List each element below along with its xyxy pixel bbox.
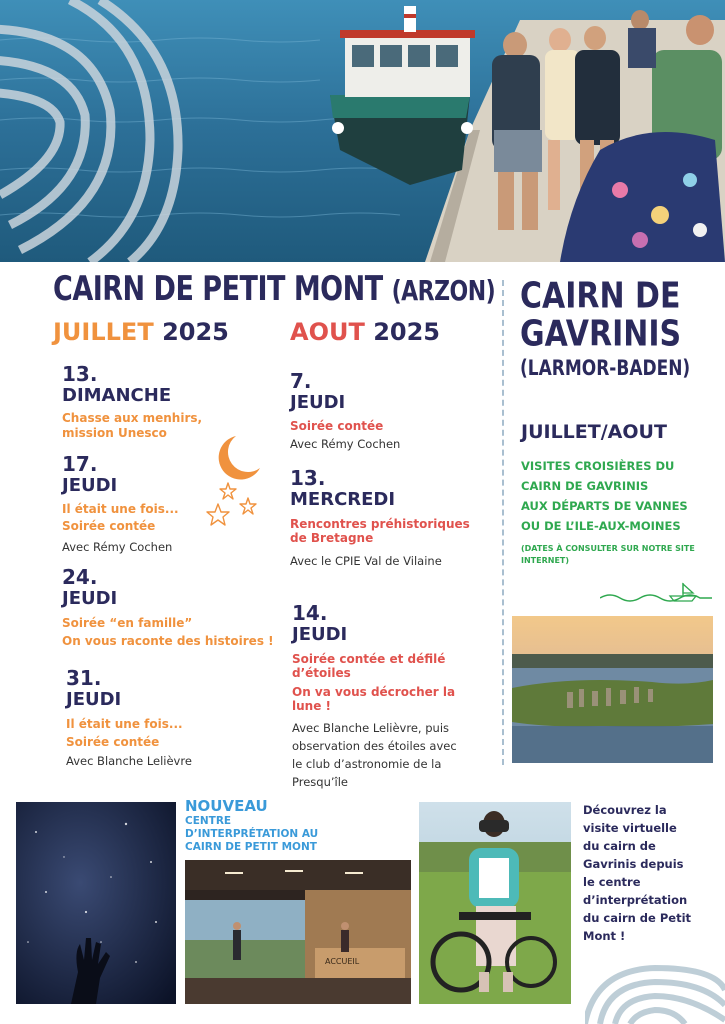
- juillet-heading: [53, 318, 229, 346]
- event-date: 7.: [290, 369, 312, 393]
- petit-mont-title: [53, 270, 495, 309]
- gavrinis-note-line: (DATES À CONSULTER SUR NOTRE SITE: [521, 544, 695, 553]
- event-aout-7: [290, 370, 400, 452]
- gavrinis-note-line: INTERNET): [521, 556, 570, 565]
- petit-mont-title-text: CAIRN DE PETIT MONT: [53, 270, 383, 309]
- event-subtitle: de Bretagne: [290, 531, 374, 545]
- interpretation-center-photo: [185, 860, 411, 1004]
- hero-photo: [0, 0, 725, 262]
- aout-month: AOUT: [290, 318, 365, 346]
- virtual-line: Gavrinis depuis: [583, 857, 684, 871]
- juillet-month: JUILLET: [53, 318, 154, 346]
- event-subtitle: On va vous décrocher la: [292, 685, 456, 699]
- virtual-visit-text: [583, 801, 691, 945]
- petit-mont-location: (ARZON): [391, 276, 496, 308]
- gavrinis-desc-line: VISITES CROISIÈRES DU: [521, 459, 675, 473]
- event-detail: Presqu’île: [292, 775, 348, 789]
- event-date: 13.: [62, 362, 98, 386]
- gavrinis-period: JUILLET/AOUT: [521, 421, 667, 443]
- event-day: JEUDI: [66, 689, 122, 710]
- juillet-year: 2025: [162, 318, 229, 346]
- night-sky-photo: [16, 802, 176, 1004]
- event-title: Soirée contée: [290, 419, 384, 433]
- event-day: JEUDI: [290, 392, 346, 413]
- gavrinis-title: [520, 275, 682, 355]
- event-title: Rencontres préhistoriques: [290, 517, 470, 531]
- nouveau-line: D’INTERPRÉTATION AU: [185, 828, 319, 840]
- event-detail: Avec Rémy Cochen: [62, 540, 173, 554]
- event-detail: observation des étoiles avec: [292, 739, 457, 753]
- virtual-line: d’interprétation: [583, 893, 688, 907]
- virtual-line: visite virtuelle: [583, 821, 677, 835]
- event-detail: Avec Blanche Lelièvre, puis: [292, 721, 450, 735]
- event-subtitle-2: lune !: [292, 699, 331, 713]
- gavrinis-title-line1: CAIRN DE: [520, 275, 681, 317]
- swirl-decoration-bottom: [585, 950, 725, 1024]
- aout-year: 2025: [373, 318, 440, 346]
- event-juillet-13: [62, 363, 202, 441]
- event-title: Il était une fois...: [62, 502, 179, 516]
- gavrinis-title-line2: GAVRINIS: [520, 313, 682, 355]
- virtual-line: Découvrez la: [583, 803, 667, 817]
- event-subtitle: Soirée contée: [66, 735, 160, 749]
- event-detail: le club d’astronomie de la: [292, 757, 442, 771]
- event-aout-14: [292, 602, 457, 791]
- event-aout-13: [290, 467, 470, 569]
- virtual-line: du cairn de Petit: [583, 911, 692, 925]
- moon-stars-icon: [200, 430, 270, 535]
- event-juillet-31: [66, 667, 192, 769]
- event-day: JEUDI: [292, 624, 348, 645]
- event-subtitle: On vous raconte des histoires !: [62, 634, 274, 648]
- event-day: JEUDI: [62, 475, 118, 496]
- virtual-line: du cairn de: [583, 839, 656, 853]
- nouveau-line: CENTRE: [185, 815, 232, 827]
- gavrinis-note: [521, 543, 695, 567]
- gavrinis-photo: [512, 616, 713, 763]
- event-detail: Avec le CPIE Val de Vilaine: [290, 554, 442, 568]
- boat-quay-illustration: [0, 0, 725, 262]
- nouveau-tag: NOUVEAU: [185, 797, 268, 815]
- nouveau-line: CAIRN DE PETIT MONT: [185, 841, 317, 853]
- event-date: 24.: [62, 565, 98, 589]
- gavrinis-desc-line: AUX DÉPARTS DE VANNES: [521, 499, 688, 513]
- event-juillet-24: [62, 566, 274, 650]
- event-detail: Avec Rémy Cochen: [290, 437, 401, 451]
- event-subtitle: mission Unesco: [62, 426, 167, 440]
- event-day: JEUDI: [62, 588, 118, 609]
- event-date: 17.: [62, 452, 98, 476]
- nouveau-description: [185, 815, 318, 854]
- boat-doodle-icon: [600, 580, 712, 604]
- virtual-visit-photo: [419, 802, 571, 1004]
- virtual-line: Mont !: [583, 929, 626, 943]
- event-date: 13.: [290, 466, 326, 490]
- gavrinis-desc-line: CAIRN DE GAVRINIS: [521, 479, 649, 493]
- event-juillet-17: [62, 453, 179, 555]
- event-title: Il était une fois...: [66, 717, 183, 731]
- aout-heading: [290, 318, 440, 346]
- event-title: Soirée “en famille”: [62, 616, 193, 630]
- event-subtitle: Soirée contée: [62, 519, 156, 533]
- event-title: Soirée contée et défilé: [292, 652, 446, 666]
- event-title: Chasse aux menhirs,: [62, 411, 203, 425]
- event-date: 31.: [66, 666, 102, 690]
- column-divider: [502, 280, 504, 765]
- event-detail: Avec Blanche Lelièvre: [66, 754, 192, 768]
- accueil-sign: ACCUEIL: [325, 957, 360, 966]
- event-day: DIMANCHE: [62, 385, 172, 406]
- event-title-2: d’étoiles: [292, 666, 351, 680]
- event-day: MERCREDI: [290, 489, 396, 510]
- gavrinis-location: (LARMOR-BADEN): [520, 356, 691, 381]
- event-date: 14.: [292, 601, 328, 625]
- gavrinis-description: [521, 456, 688, 536]
- virtual-line: le centre: [583, 875, 641, 889]
- gavrinis-desc-line: OU DE L’ILE-AUX-MOINES: [521, 519, 681, 533]
